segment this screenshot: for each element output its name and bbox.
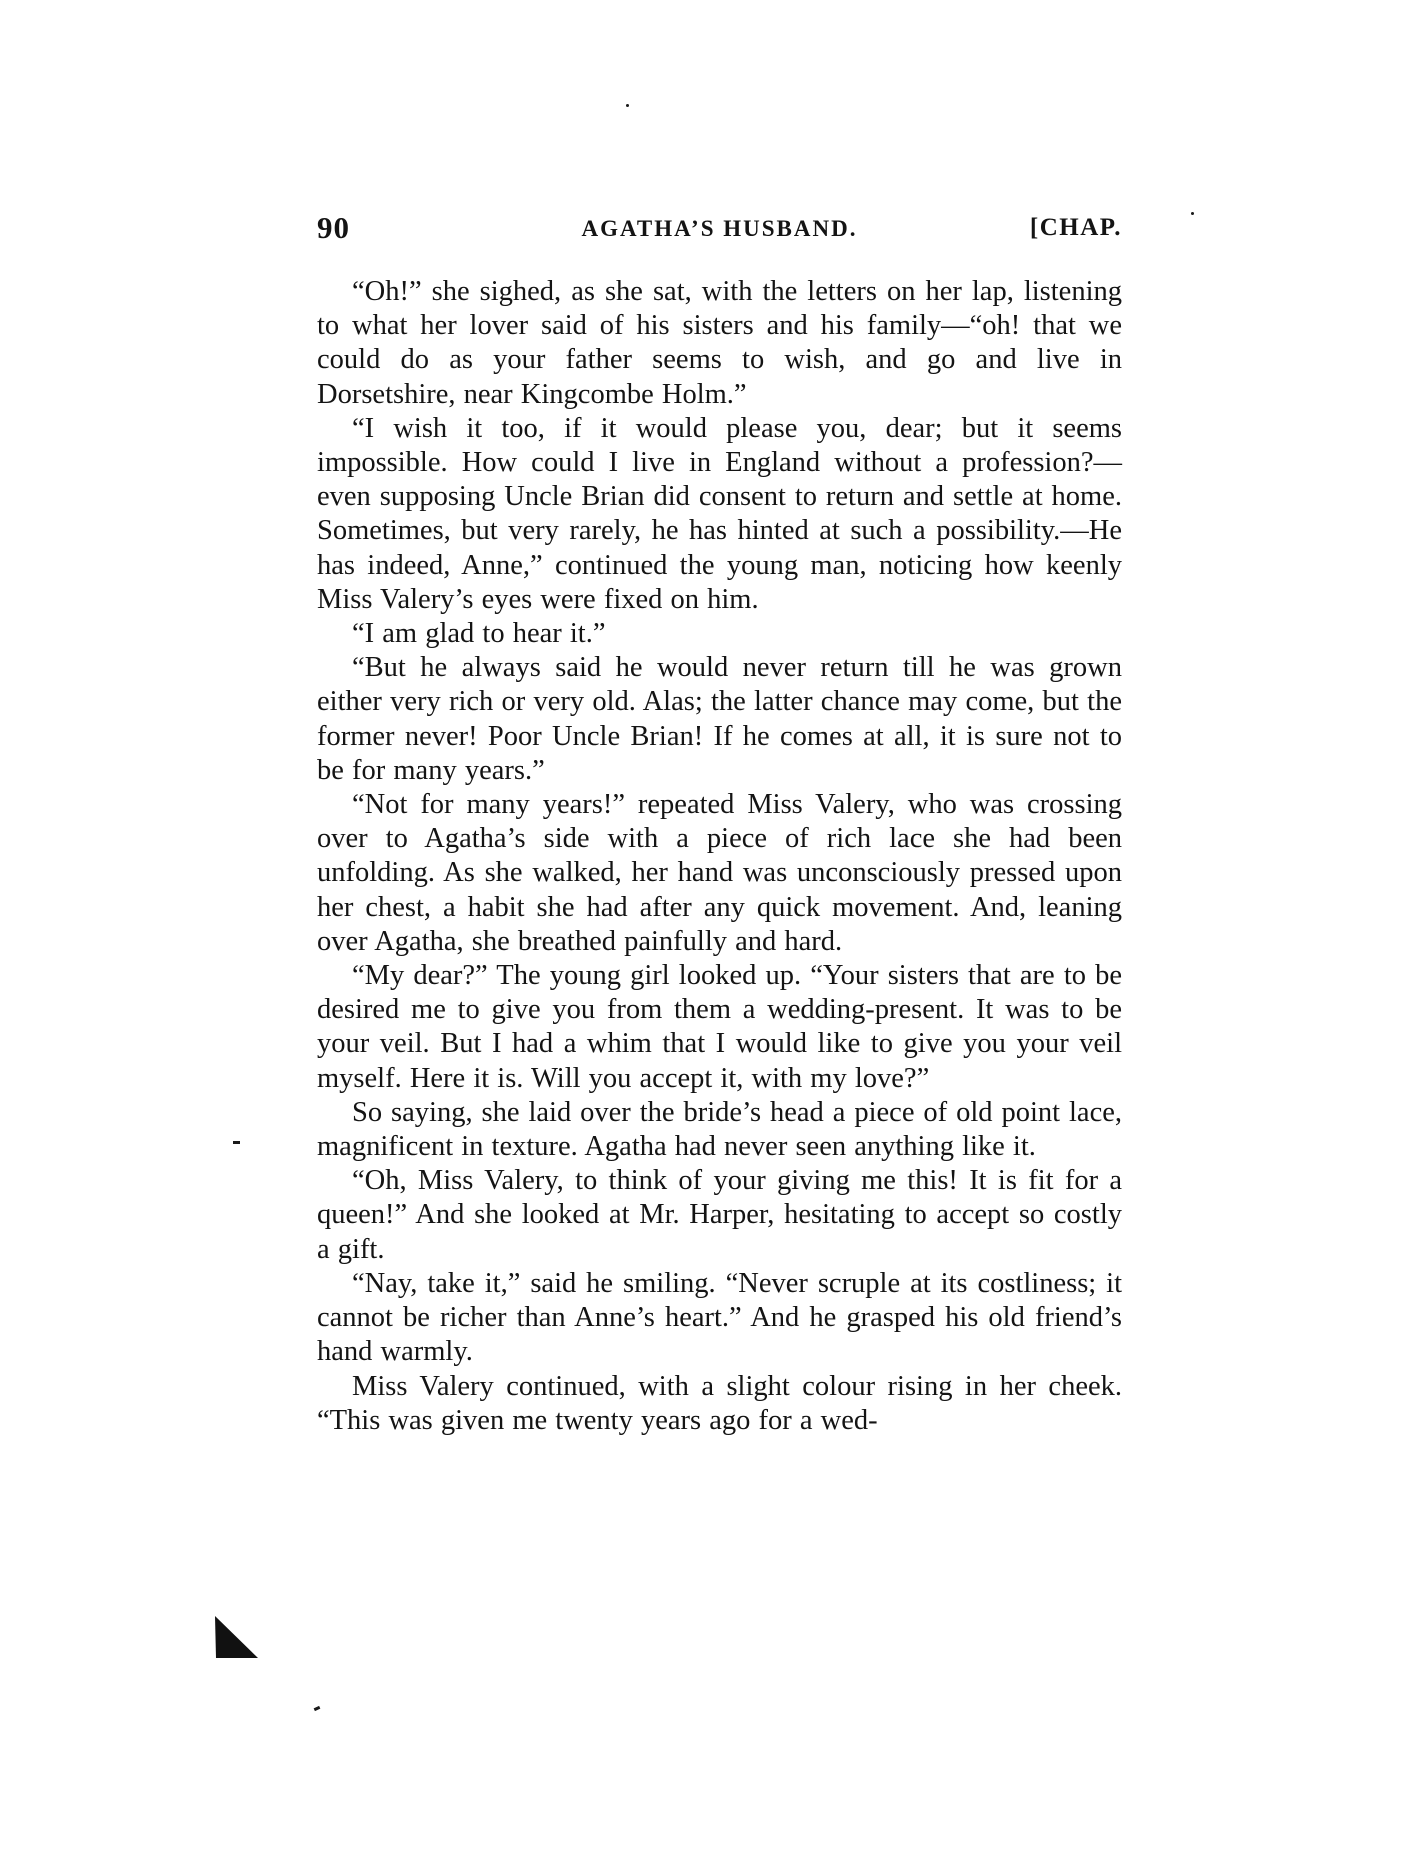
page-number: 90 [317,210,350,245]
chapter-mark: [CHAP. [1029,214,1122,241]
running-header [317,210,1122,256]
ink-speck [233,1141,240,1144]
paragraph: So saying, she laid over the bride’s head a piece of old point lace, magnificent in texture. Agatha had never seen anything like it. [317,1096,1122,1163]
body-text [317,275,1122,1438]
paragraph: “But he always said he would never return till he was grown either very rich or very old. Alas; the latter chance may come, but the former never! Poor Uncle Brian! If he comes at all, it is sure not to be for many years.” [317,652,1122,786]
paragraph: “Nay, take it,” said he smiling. “Never scruple at its costliness; it cannot be richer than Anne’s heart.” And he grasped his old friend’s hand warmly. [317,1267,1122,1368]
ink-speck [314,1706,321,1711]
running-title: AGATHA’S HUSBAND. [581,216,858,241]
paragraph: “I wish it too, if it would please you, dear; but it seems impossible. How could I live in England without a profession?—even supposing Uncle Brian did consent to return and settle at home. Sometimes, but very rarely, he has hinted at such a possibility.—He has indeed, Anne,” continued the young man, noticing how keenly Miss Valery’s eyes were fixed on him. [317,412,1122,615]
paragraph: Miss Valery continued, with a slight colour rising in her cheek. “This was given me twenty years ago for a wed- [317,1370,1122,1436]
paragraph: “Not for many years!” repeated Miss Valery, who was crossing over to Agatha’s side with a piece of rich lace she had been unfolding. As she walked, her hand was unconsciously pressed upon her chest, a habit she had after any quick movement. And, leaning over Agatha, she breathed painfully and hard. [317,789,1122,957]
paragraph: “Oh!” she sighed, as she sat, with the letters on her lap, listening to what her lover said of his sisters and his family—“oh! that we could do as your father seems to wish, and go and live in Dorsetshire, near Kingcombe Holm.” [317,276,1122,410]
paragraph: “My dear?” The young girl looked up. “Your sisters that are to be desired me to give you from them a wedding-present. It was to be your veil. But I had a whim that I would like to give you your veil myself. Here it is. Will you accept it, with my love?” [317,960,1122,1094]
paragraph: “I am glad to hear it.” [352,618,606,650]
paragraph: “Oh, Miss Valery, to think of your giving me this! It is fit for a queen!” And she looked at Mr. Harper, hesitating to accept so costly a gift. [317,1165,1122,1265]
ink-speck [1191,212,1194,215]
page-corner-arrow-icon [212,1614,260,1660]
ink-speck [626,104,629,107]
